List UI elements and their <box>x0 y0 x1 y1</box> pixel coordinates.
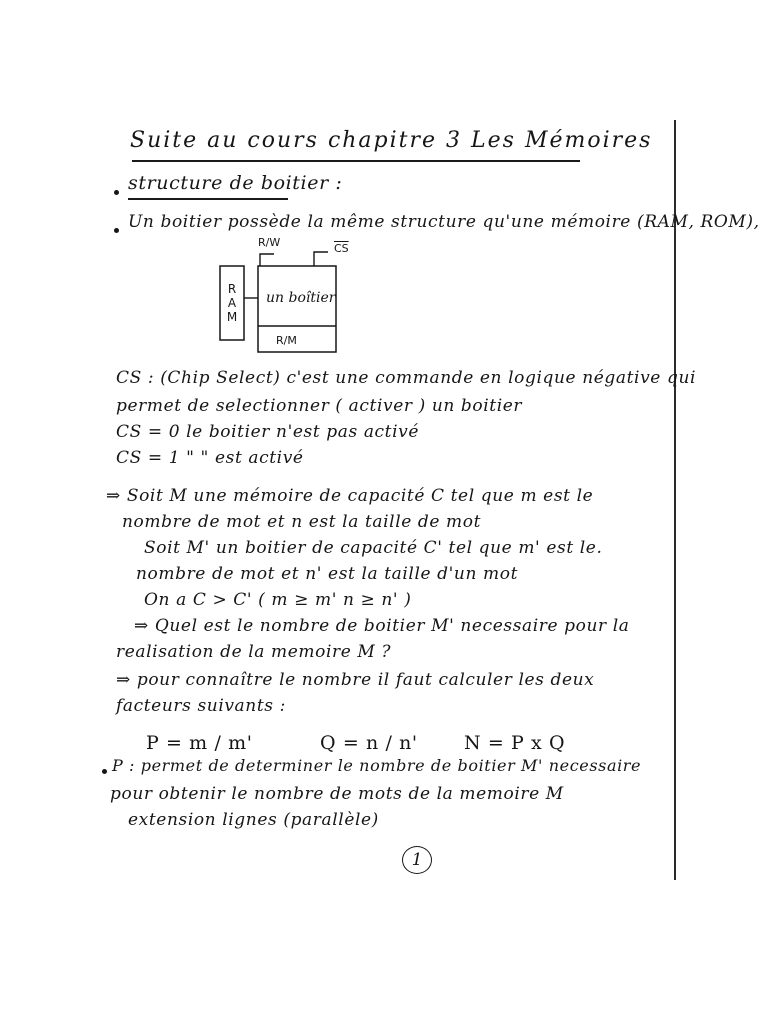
chip-diagram <box>216 236 349 366</box>
page-title: Suite au cours chapitre 3 Les Mémoires <box>130 128 653 153</box>
problem-line-7: realisation de la memoire M ? <box>116 642 392 662</box>
center-label: un boîtier <box>266 290 336 306</box>
bottom-label: R/M <box>276 334 297 347</box>
rw-label: R/W <box>258 236 281 249</box>
title-underline <box>132 160 580 162</box>
problem-line-8: ⇒ pour connaître le nombre il faut calculer les deux <box>116 670 595 690</box>
bullet <box>114 190 119 195</box>
cs-definition-line-1: CS : (Chip Select) c'est une commande en logique négative qui <box>116 368 697 388</box>
p-explanation-line-2: pour obtenir le nombre de mots de la memoire M <box>110 784 564 804</box>
problem-line-1: ⇒ Soit M une mémoire de capacité C tel que m est le <box>106 486 594 506</box>
side-label-r: R <box>227 282 237 296</box>
margin-line <box>674 120 676 880</box>
formula-p: P = m / m' <box>146 732 253 754</box>
bullet <box>114 228 119 233</box>
cs-definition-line-4: CS = 1 " " est activé <box>116 448 304 468</box>
cs-label: $\overline{CS}$ <box>334 242 349 255</box>
page-number: 1 <box>402 846 432 874</box>
side-label-m: M <box>226 310 238 324</box>
problem-line-4: nombre de mot et n' est la taille d'un mot <box>136 564 519 584</box>
side-label-a: A <box>227 296 237 310</box>
problem-line-9: facteurs suivants : <box>116 696 286 716</box>
problem-line-5: On a C > C' ( m ≥ m' n ≥ n' ) <box>144 590 412 610</box>
intro-line: Un boitier possède la même structure qu'une mémoire (RAM, ROM), <box>128 212 760 232</box>
cs-definition-line-2: permet de selectionner ( activer ) un boitier <box>116 396 523 416</box>
bullet <box>102 769 107 774</box>
problem-line-3: Soit M' un boitier de capacité C' tel que m' est le. <box>144 538 603 558</box>
p-explanation-line-1: P : permet de determiner le nombre de boitier M' necessaire <box>112 756 642 775</box>
problem-line-6: ⇒ Quel est le nombre de boitier M' necessaire pour la <box>134 616 630 636</box>
cs-definition-line-3: CS = 0 le boitier n'est pas activé <box>116 422 420 442</box>
formula-q: Q = n / n' <box>320 732 418 754</box>
section-heading: structure de boitier : <box>128 172 343 194</box>
formula-n: N = P x Q <box>464 732 566 754</box>
section-underline <box>128 198 288 200</box>
p-explanation-line-3: extension lignes (parallèle) <box>128 810 379 830</box>
problem-line-2: nombre de mot et n est la taille de mot <box>122 512 482 532</box>
